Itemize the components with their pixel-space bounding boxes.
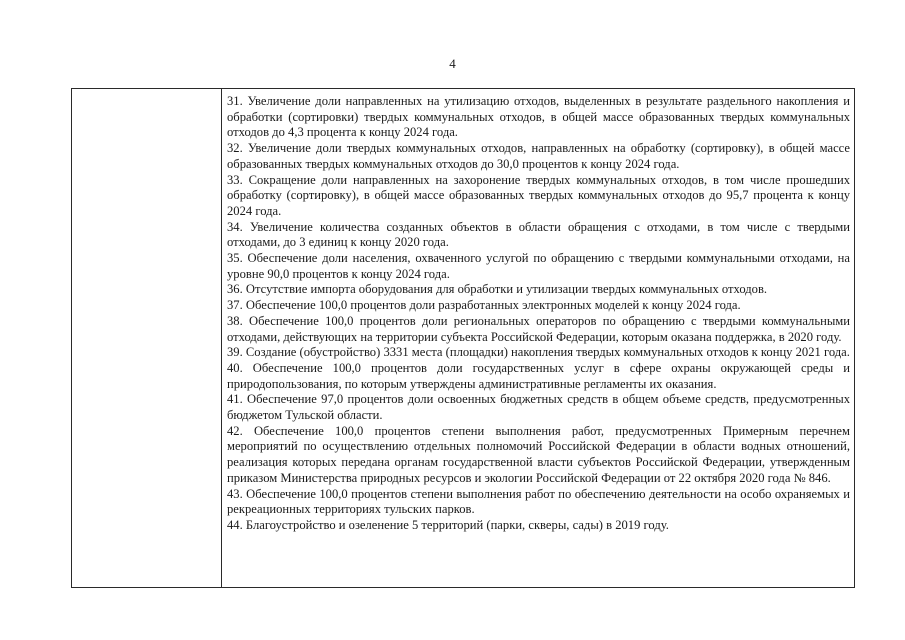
list-item-41: 41. Обеспечение 97,0 процентов доли освоенных бюджетных средств в общем объеме средств, предусмотренных бюджетом Тульской области. [227,392,850,423]
list-item-33: 33. Сокращение доли направленных на захоронение твердых коммунальных отходов, в том числе прошедших обработку (сортировку), в общей массе образованных твердых коммунальных отходов до 95,7 процента к концу 2024 года. [227,172,850,218]
page-number: 4 [449,56,456,71]
list-item-43: 43. Обеспечение 100,0 процентов степени выполнения работ по обеспечению деятельности на особо охраняемых и рекреационных территориях тульских парков. [227,486,850,517]
list-item-44: 44. Благоустройство и озеленение 5 территорий (парки, скверы, сады) в 2019 году. [227,517,669,532]
table-left-cell [72,89,222,587]
indicators-table [71,88,855,588]
list-item-35: 35. Обеспечение доли населения, охваченного услугой по обращению с твердыми коммунальными отходами, на уровне 90,0 процентов к концу 2024 года. [227,251,850,281]
list-item-39: 39. Создание (обустройство) 3331 места (площадки) накопления твердых коммунальных отходов к концу 2021 года. [227,345,850,360]
list-item-40: 40. Обеспечение 100,0 процентов доли государственных услуг в сфере охраны окружающей среды и природопользования, по которым утверждены административные регламенты их оказания. [227,360,850,391]
list-item-34: 34. Увеличение количества созданных объектов в области обращения с отходами, в том числе с твердыми отходами, до 3 единиц к концу 2020 года. [227,219,850,250]
list-item-38: 38. Обеспечение 100,0 процентов доли региональных операторов по обращению с твердыми коммунальными отходами, действующих на территории субъекта Российской Федерации, которым оказана поддержка, в 2020 году. [227,313,850,344]
list-item-36: 36. Отсутствие импорта оборудования для обработки и утилизации твердых коммунальных отходов. [227,282,768,297]
list-item-42: 42. Обеспечение 100,0 процентов степени выполнения работ, предусмотренных Примерным перечнем мероприятий по осуществлению отдельных полномочий Российской Федерации в области водных отношений, реализация которых передана органам государственной власти субъектов Российской Федерации, утвержденным приказом Министерства природных ресурсов и экологии Российской Федерации от 22 октября 2020 года № 846. [227,423,850,485]
list-item-37: 37. Обеспечение 100,0 процентов доли разработанных электронных моделей к концу 2024 года. [227,298,741,313]
list-item-32: 32. Увеличение доли твердых коммунальных отходов, направленных на обработку (сортировку), в общей массе образованных твердых коммунальных отходов до 30,0 процентов к концу 2024 года. [227,141,850,171]
table-right-cell [222,89,854,587]
list-item-31: 31. Увеличение доли направленных на утилизацию отходов, выделенных в результате раздельного накопления и обработки (сортировки) твердых коммунальных отходов, в общей массе образованных твердых коммунальных отходов до 4,3 процента к концу 2024 года. [227,94,850,140]
